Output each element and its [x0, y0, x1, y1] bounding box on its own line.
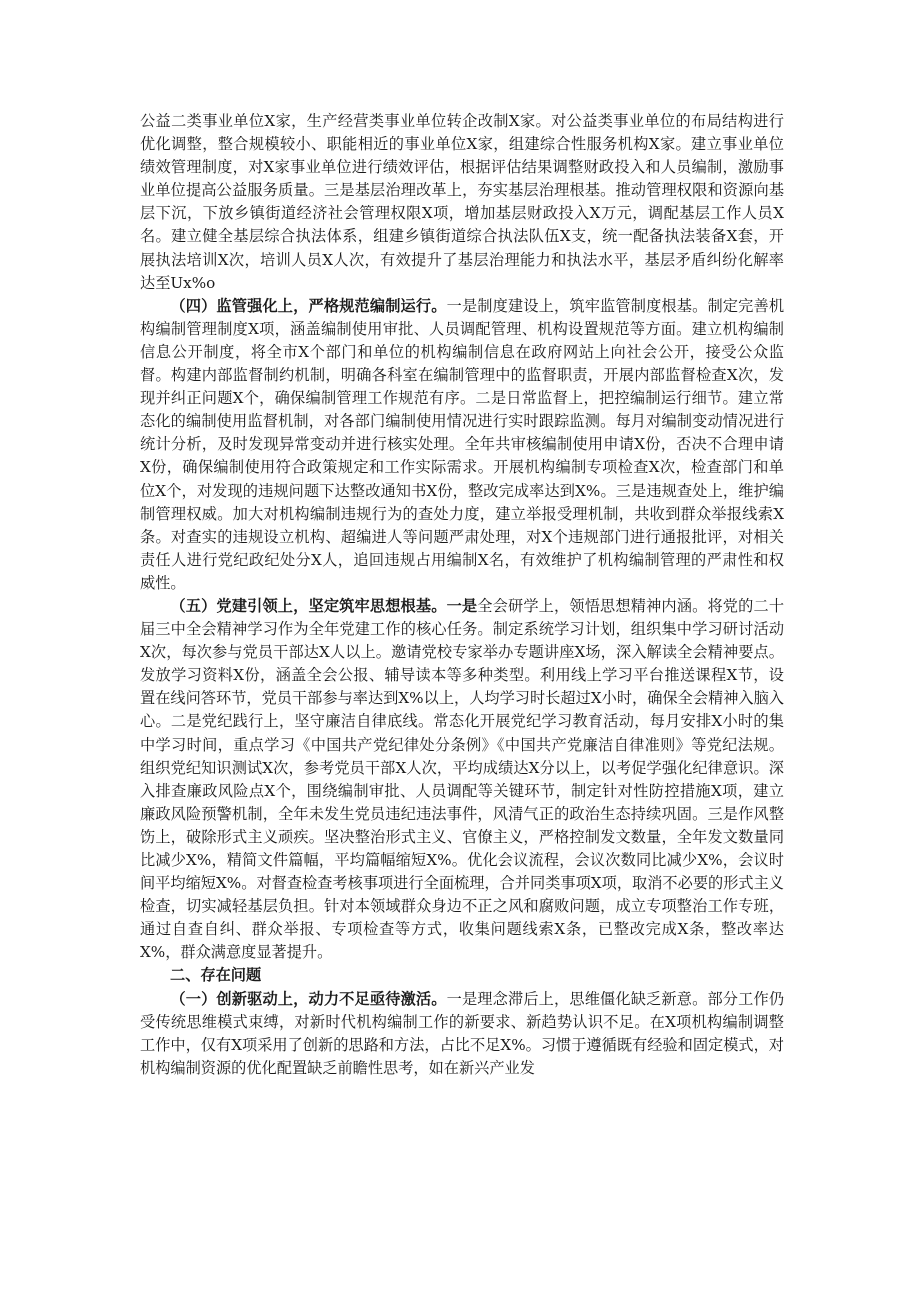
- paragraph-innovation: [140, 988, 784, 1080]
- paragraph-lead-heading: （五）党建引领上，坚定筑牢思想根基。一是: [170, 596, 478, 615]
- paragraph-lead-heading: （一）创新驱动上，动力不足亟待激活。: [170, 989, 447, 1008]
- paragraph-lead-heading: （四）监管强化上，严格规范编制运行。: [170, 296, 447, 315]
- paragraph-text: 公益二类事业单位X家，生产经营类事业单位转企改制X家。对公益类事业单位的布局结构进行优化调整，整合规模较小、职能相近的事业单位X家，组建综合性服务机构X家。建立事业单位绩效管理制度，对X家事业单位进行绩效评估，根据评估结果调整财政投入和人员编制，激励事业单位提高公益服务质量。三是基层治理改革上，夯实基层治理根基。推动管理权限和资源向基层下沉，下放乡镇街道经济社会管理权限X项，增加基层财政投入X万元，调配基层工作人员X名。建立健全基层综合执法体系，组建乡镇街道综合执法队伍X支，统一配备执法装备X套，开展执法培训X次，培训人员X人次，有效提升了基层治理能力和执法水平，基层矛盾纠纷化解率达至Ux%o: [140, 112, 784, 292]
- paragraph-public-institutions: [140, 110, 784, 295]
- paragraph-text: 全会研学上，领悟思想精神内涵。将党的二十届三中全会精神学习作为全年党建工作的核心任务。制定系统学习计划，组织集中学习研讨活动X次，每次参与党员干部达X人以上。邀请党校专家举办专题讲座X场，深入解读全会精神要点。发放学习资料X份，涵盖全会公报、辅导读本等多种类型。利用线上学习平台推送课程X节，设置在线问答环节，党员干部参与率达到X%以上，人均学习时长超过X小时，确保全会精神入脑入心。二是党纪践行上，坚守廉洁自律底线。常态化开展党纪学习教育活动，每月安排X小时的集中学习时间，重点学习《中国共产党纪律处分条例》《中国共产党廉洁自律准则》等党纪法规。组织党纪知识测试X次，参考党员干部X人次，平均成绩达X分以上，以考促学强化纪律意识。深入排查廉政风险点X个，围绕编制审批、人员调配等关键环节，制定针对性防控措施X项，建立廉政风险预警机制，全年未发生党员违纪违法事件，风清气正的政治生态持续巩固。三是作风整饬上，破除形式主义顽疾。坚决整治形式主义、官僚主义，严格控制发文数量，全年发文数量同比减少X%，精简文件篇幅，平均篇幅缩短X%。优化会议流程，会议次数同比减少X%，会议时间平均缩短X%。对督查检查考核事项进行全面梳理，合并同类事项X项，取消不必要的形式主义检查，切实减轻基层负担。针对本领域群众身边不正之风和腐败问题，成立专项整治工作专班，通过自查自纠、群众举报、专项检查等方式，收集问题线索X条，已整改完成X条，整改率达X%，群众满意度显著提升。: [140, 596, 785, 962]
- paragraph-supervision: [140, 295, 784, 595]
- paragraph-text: 一是制度建设上，筑牢监管制度根基。制定完善机构编制管理制度X项，涵盖编制使用审批、人员调配管理、机构设置规范等方面。建立机构编制信息公开制度，将全市X个部门和单位的机构编制信息在政府网站上向社会公开，接受公众监督。构建内部监督制约机制，明确各科室在编制管理中的监督职责，开展内部监督检查X次，发现并纠正问题X个，确保编制管理工作规范有序。二是日常监督上，把控编制运行细节。建立常态化的编制使用监督机制，对各部门编制使用情况进行实时跟踪监测。每月对编制变动情况进行统计分析，及时发现异常变动并进行核实处理。全年共审核编制使用申请X份，否决不合理申请X份，确保编制使用符合政策规定和工作实际需求。开展机构编制专项检查X次，检查部门和单位X个，对发现的违规问题下达整改通知书X份，整改完成率达到X%。三是违规查处上，维护编制管理权威。加大对机构编制违规行为的查处力度，建立举报受理机制，共收到群众举报线索X条。对查实的违规设立机构、超编进人等问题严肃处理，对X个违规部门进行通报批评，对相关责任人进行党纪政纪处分X人，追回违规占用编制X名，有效维护了机构编制管理的严肃性和权威性。: [140, 296, 785, 592]
- paragraph-party-building: [140, 595, 784, 965]
- document-body: [140, 110, 784, 1080]
- paragraph-text: 一是理念滞后上，思维僵化缺乏新意。部分工作仍受传统思维模式束缚，对新时代机构编制工作的新要求、新趋势认识不足。在X项机构编制调整工作中，仅有X项采用了创新的思路和方法，占比不足X%。习惯于遵循既有经验和固定模式，对机构编制资源的优化配置缺乏前瞻性思考，如在新兴产业发: [140, 989, 785, 1077]
- section-heading-problems: 二、存在问题: [170, 966, 262, 985]
